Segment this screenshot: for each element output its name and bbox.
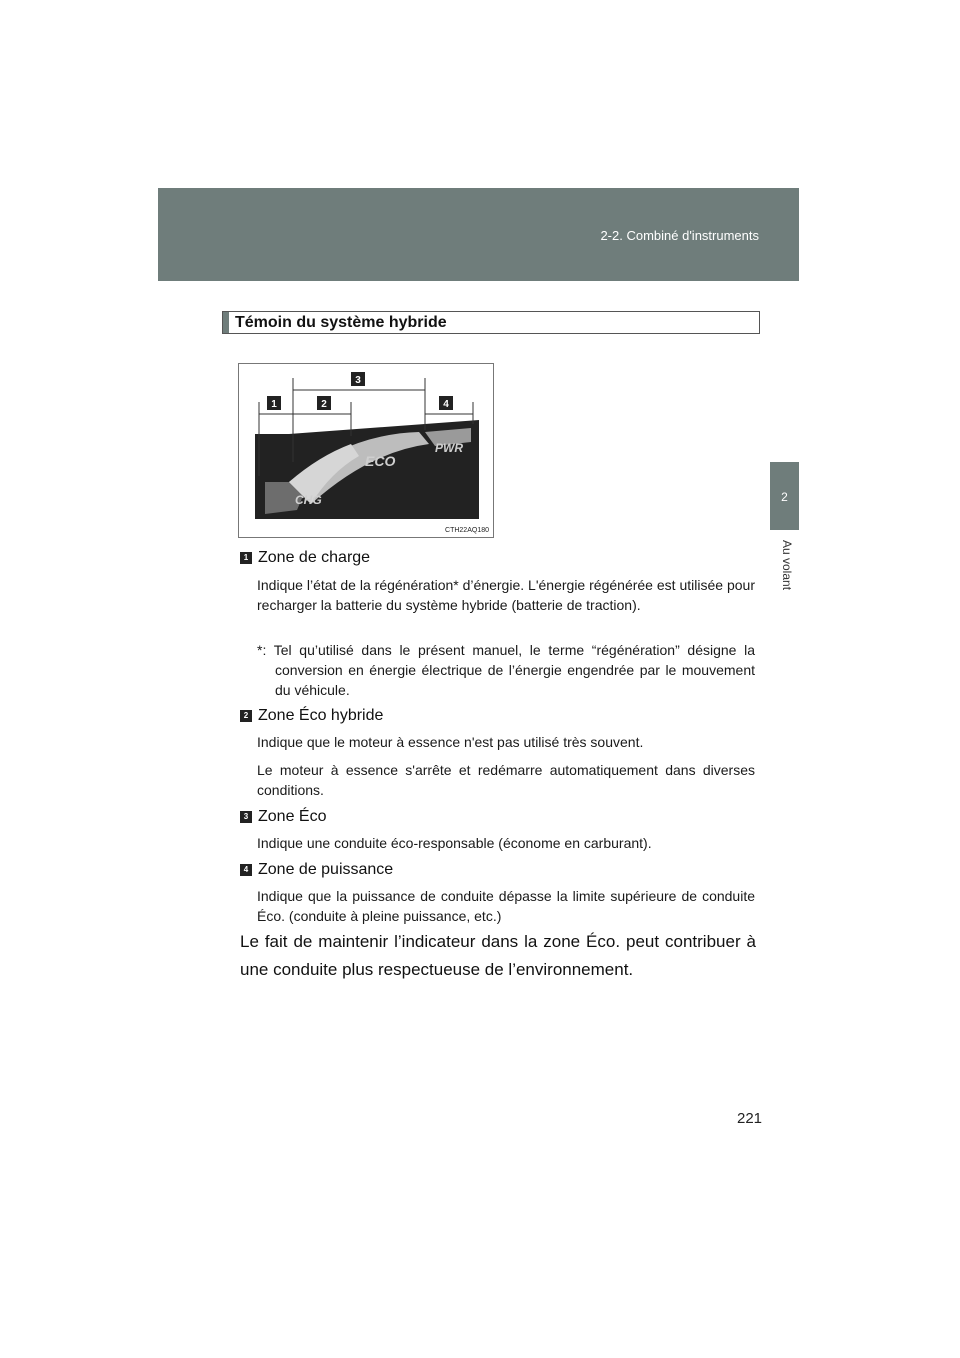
item-eco-zone [240, 808, 326, 826]
item-marker: 1 [240, 552, 252, 564]
item-power-zone [240, 861, 393, 879]
item-description: Indique que la puissance de conduite dépasse la limite supérieure de conduite Éco. (conduite à pleine puissance, etc.) [257, 888, 755, 924]
section-heading: 2-2. Combiné d'instruments [600, 228, 759, 243]
chapter-tab [770, 462, 799, 530]
gauge-label-chg: CHG [295, 493, 322, 507]
chapter-label: Au volant [780, 540, 794, 591]
callout-3: 3 [355, 375, 361, 386]
item-marker: 3 [240, 811, 252, 823]
item-title: Zone de puissance [258, 861, 394, 878]
item-title: Zone Éco [258, 808, 327, 825]
callout-2: 2 [321, 399, 327, 410]
item-charge-zone [240, 549, 370, 567]
item-hybrid-eco-zone [240, 707, 383, 725]
callout-4: 4 [443, 399, 449, 410]
figure-code: CTH22AQ180 [445, 527, 489, 534]
header-band [158, 188, 799, 281]
item-title: Zone de charge [258, 549, 371, 566]
item-marker: 2 [240, 710, 252, 722]
gauge-label-pwr: PWR [435, 441, 463, 455]
gauge-label-eco: ECO [365, 453, 396, 469]
item-title: Zone Éco hybride [258, 707, 384, 724]
footnote: *: Tel qu’utilisé dans le présent manuel, le terme “régénération” désigne la conversion en énergie électrique de l’énergie engendrée par le mouvement du véhicule. [257, 642, 755, 698]
item-marker: 4 [240, 864, 252, 876]
item-description: Indique une conduite éco-responsable (économe en carburant). [257, 835, 652, 851]
item-description: Indique que le moteur à essence n'est pas utilisé très souvent. [257, 734, 644, 750]
item-description: Indique l’état de la régénération* d’énergie. L'énergie régénérée est utilisée pour recharger la batterie du système hybride (batterie de traction). [257, 577, 755, 613]
hybrid-indicator-figure [238, 363, 494, 538]
page-number: 221 [737, 1110, 763, 1127]
chapter-number: 2 [781, 490, 788, 504]
section-title: Témoin du système hybride [235, 314, 447, 331]
callout-1: 1 [271, 399, 277, 410]
section-title-bar [222, 311, 760, 334]
title-accent [223, 312, 229, 333]
hybrid-gauge-illustration [239, 364, 495, 539]
item-description: Le moteur à essence s'arrête et redémarre automatiquement dans diverses conditions. [257, 762, 755, 798]
closing-paragraph: Le fait de maintenir l’indicateur dans la zone Éco. peut contribuer à une conduite plus respectueuse de l’environnement. [240, 932, 756, 979]
